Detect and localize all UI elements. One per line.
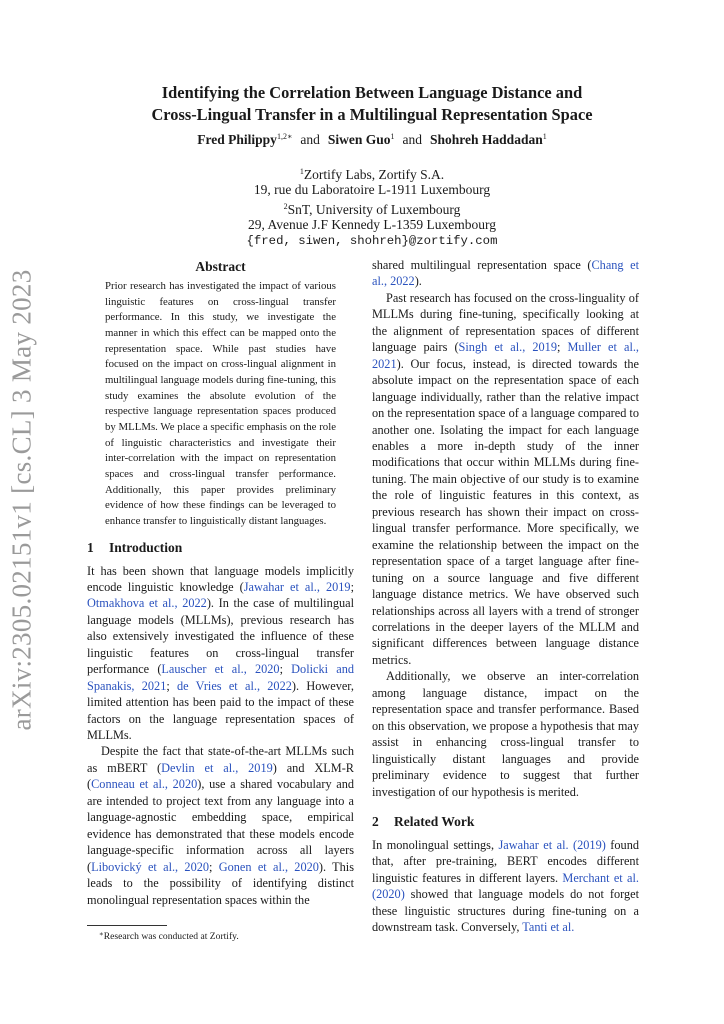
paragraph-text: ;	[556, 340, 568, 355]
paragraph-text: ). This leads to the possibility of identifying distinct monolingual representation spaces within the	[87, 859, 355, 907]
abstract-body: Prior research has investigated the impact of various linguistic features on cross-lingual transfer performance. In this study, we investigate the manner in which this effect can be mapped onto the representation space. While past studies have focused on the impact on cross-lingual alignment in multilingual language models during fine-tuning, this study examines the absolute evolution of the respective language representation spaces produced by MLLMs. We place a specific emphasis on the role of linguistic characteristics and investigate their inter-correlation with the impact on representation spaces and cross-lingual transfer performance. Additionally, this paper provides preliminary evidence of how these findings can be leveraged to enhance transfer to linguistically distant languages.	[105, 280, 336, 527]
paragraph-text: ;	[350, 579, 354, 594]
abstract-heading: Abstract	[195, 259, 246, 274]
author-name: Siwen Guo	[327, 132, 391, 147]
intro-paragraph-2	[87, 743, 354, 908]
citation-link[interactable]: Chang et al., 2022	[372, 258, 639, 289]
citation-link[interactable]: Dolicki and Spanakis, 2021	[87, 662, 355, 693]
paragraph-text: In monolingual settings,	[372, 837, 499, 852]
paragraph-text: It has been shown that language models implicitly encode linguistic knowledge (	[87, 563, 354, 594]
intro-paragraph-4	[372, 668, 639, 800]
title-line-1: Identifying the Correlation Between Language Distance and	[161, 83, 583, 102]
paragraph-text: showed that language models do not forget these linguistic structures during fine-tuning on a downstream task. Conversely,	[372, 887, 639, 935]
footnote: ∗Research was conducted at Zortify.	[99, 930, 239, 942]
footnote-rule	[87, 925, 167, 926]
paragraph-text: ). Our focus, instead, is directed towards the absolute impact on the representation space of each language individually, rather than the relative impact on the representation space of a language compared to another one. Isolating the impact for each language enables a more in-depth study of the inner modifications that occur within MLLMs during fine-tuning. The main objective of our study is to examine the role of linguistic features in this context, as previous research has shown their impact on cross-lingual transfer performance. More specifically, we examine the relationship between the impact on the representation space of a target language after fine-tuning on a source language and five different language distance metrics. We have observed such relationships across all layers with a trend of stronger correlations in the deeper layers of the MLLM and significant differences between language distance metrics.	[372, 356, 640, 667]
paragraph-text: Past research has focused on the cross-linguality of MLLMs during fine-tuning, specifically looking at the alignment of representation spaces of different language pairs (	[372, 290, 639, 355]
paragraph-text: Additionally, we observe an inter-correlation among language distance, impact on the representation space and transfer performance. Based on this observation, we propose a hypothesis that may assist in enhancing cross-lingual transfer to linguistically distant languages and provide preliminary evidence to suggest that further investigation of our hypothesis is merited.	[372, 669, 639, 799]
author-separator: and	[300, 132, 320, 147]
citation-link[interactable]: Conneau et al., 2020	[91, 777, 198, 792]
affiliation-1: $^1$Zortify Labs, Zortify S.A.	[299, 167, 445, 182]
citation-link[interactable]: Jawahar et al., 2019	[243, 579, 351, 594]
citation-link[interactable]: de Vries et al., 2022	[177, 678, 292, 693]
paragraph-text: ;	[209, 859, 219, 874]
citation-link[interactable]: Libovický et al., 2020	[91, 859, 210, 874]
citation-link[interactable]: Gonen et al., 2020	[218, 859, 319, 874]
affiliations	[80, 163, 664, 251]
paragraph-text: found that, after pre-training, BERT encodes different linguistic features in different layers.	[372, 837, 639, 885]
paragraph-text: Despite the fact that state-of-the-art MLLMs such as mBERT (	[87, 744, 354, 775]
author-name: Fred Philippy	[197, 132, 277, 147]
affiliation-2: $^2$SnT, University of Luxembourg	[283, 202, 461, 218]
intro-paragraph-continued	[372, 257, 639, 290]
section-heading-related-work: 2 Related Work	[372, 813, 475, 829]
paragraph-text: ;	[166, 678, 178, 693]
paragraph-text: ), use a shared vocabulary and are intended to project text from any language into a language-agnostic embedding space, empirical evidence has demonstrated that these models encode language-specific information across all layers (	[87, 777, 354, 874]
intro-paragraph-3	[372, 290, 639, 668]
citation-link[interactable]: Lauscher et al., 2020	[161, 662, 280, 677]
affiliation-2-address: 29, Avenue J.F Kennedy L-1359 Luxembourg	[247, 216, 497, 232]
citation-link[interactable]: Devlin et al., 2019	[161, 760, 273, 775]
arxiv-stamp	[0, 269, 44, 731]
section-heading-introduction: 1 Introduction	[87, 539, 183, 555]
paragraph-text: ). However, limited attention has been paid to the impact of these factors on the language representation spaces of MLLMs.	[87, 678, 354, 743]
paragraph-text: ;	[279, 662, 292, 677]
left-column	[87, 257, 354, 908]
intro-paragraph-1	[87, 563, 354, 744]
paragraph-text: shared multilingual representation space (	[372, 258, 592, 272]
author-separator: and	[402, 132, 423, 147]
related-work-paragraph-1	[372, 837, 639, 936]
author-emails: {fred, siwen, shohreh}@zortify.com	[246, 234, 498, 249]
author-list	[80, 128, 664, 149]
citation-link[interactable]: Jawahar et al. (2019)	[498, 837, 606, 852]
right-column	[372, 257, 639, 936]
title-line-2: Cross-Lingual Transfer in a Multilingual Representation Space	[151, 105, 593, 124]
citation-link[interactable]: Tanti et al.	[522, 920, 575, 935]
citation-link[interactable]: Singh et al., 2019	[458, 340, 557, 355]
paragraph-text: ).	[414, 274, 422, 289]
author-affil-sup: 1	[542, 132, 547, 141]
author-affil-sup: 1	[390, 132, 395, 141]
author-name: Shohreh Haddadan	[430, 132, 543, 147]
paragraph-text: ). In the case of multilingual language models (MLLMs), previous research has also extensively investigated the influence of these linguistic features on cross-lingual transfer performance (	[87, 596, 354, 677]
author-affil-sup: 1,2∗	[276, 132, 293, 141]
arxiv-stamp-text: arXiv:2305.02151v1 [cs.CL] 3 May 2023	[6, 269, 37, 731]
citation-link[interactable]: Merchant et al. (2020)	[372, 870, 639, 902]
citation-link[interactable]: Muller et al., 2021	[372, 340, 640, 371]
affiliation-1-address: 19, rue du Laboratoire L-1911 Luxembourg	[253, 181, 491, 197]
paragraph-text: ) and XLM-R (	[87, 760, 354, 792]
citation-link[interactable]: Otmakhova et al., 2022	[87, 596, 207, 611]
paper-title	[80, 82, 664, 126]
